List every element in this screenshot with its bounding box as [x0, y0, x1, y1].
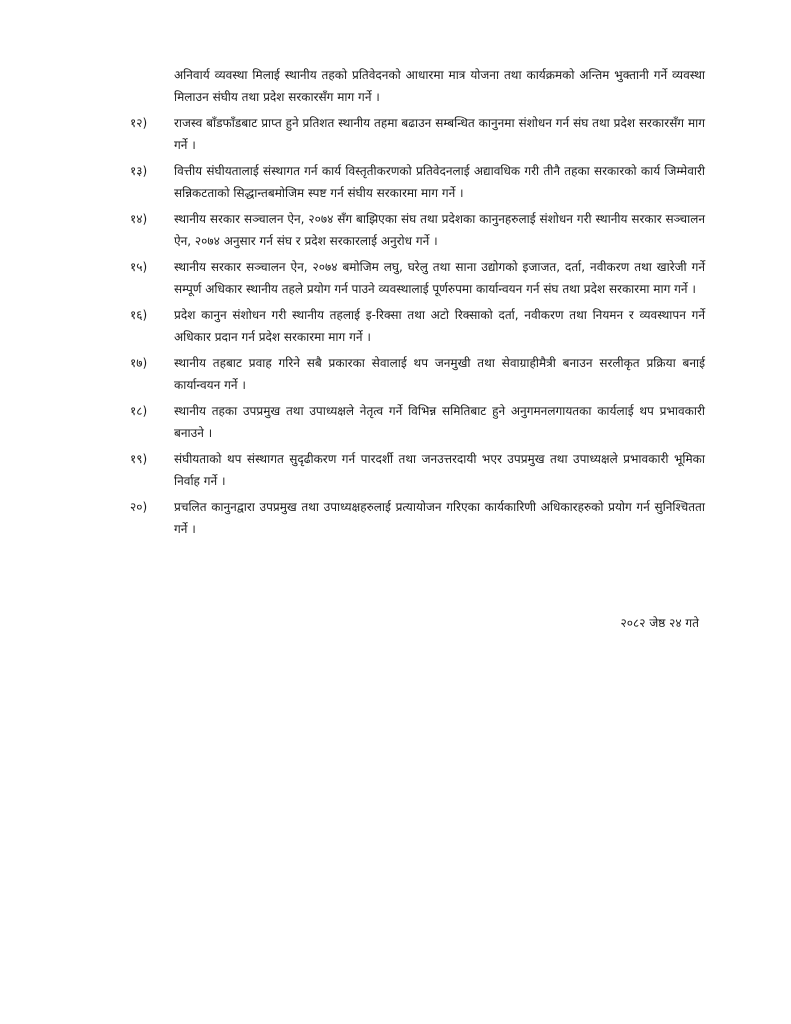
item-number: १८)	[130, 404, 148, 418]
item-number: १५)	[130, 260, 148, 274]
document-date: २०८२ जेष्ठ २४ गते	[620, 616, 699, 630]
list-item	[130, 256, 705, 300]
list-item	[130, 496, 705, 540]
item-text: स्थानीय सरकार सञ्चालन ऐन, २०७४ बमोजिम लघु, घरेलु तथा साना उद्योगको इजाजत, दर्ता, नवीकरण तथा खारेजी गर्ने सम्पूर्ण अधिकार स्थानीय तहले प्रयोग गर्न पाउने व्यवस्थालाई पूर्णरुपमा कार्यान्वयन गर्न संघ तथा प्रदेश सरकारमा माग गर्ने ।	[174, 260, 705, 296]
item-text: वित्तीय संघीयतालाई संस्थागत गर्न कार्य विस्तृतीकरणको प्रतिवेदनलाई अद्यावधिक गरी तीनै तहका सरकारको कार्य जिम्मेवारी सन्निकटताको सिद्धान्तबमोजिम स्पष्ट गर्न संघीय सरकारमा माग गर्ने ।	[174, 164, 705, 200]
list-item	[130, 160, 705, 204]
item-text: स्थानीय सरकार सञ्चालन ऐन, २०७४ सँग बाझिएका संघ तथा प्रदेशका कानुनहरुलाई संशोधन गरी स्थानीय सरकार सञ्चालन ऐन, २०७४ अनुसार गर्न संघ र प्रदेश सरकारलाई अनुरोध गर्ने ।	[174, 212, 705, 248]
list-item	[130, 304, 705, 348]
resolution-list	[130, 64, 705, 540]
item-number: १६)	[130, 308, 148, 322]
item-text: प्रचलित कानुनद्वारा उपप्रमुख तथा उपाध्यक्षहरुलाई प्रत्यायोजन गरिएका कार्यकारिणी अधिकारहरुको प्रयोग गर्न सुनिश्चितता गर्ने ।	[174, 500, 705, 536]
item-text: प्रदेश कानुन संशोधन गरी स्थानीय तहलाई इ-रिक्सा तथा अटो रिक्साको दर्ता, नवीकरण तथा नियमन र व्यवस्थापन गर्ने अधिकार प्रदान गर्न प्रदेश सरकारमा माग गर्ने ।	[174, 308, 705, 344]
list-item	[130, 112, 705, 156]
list-item	[130, 448, 705, 492]
list-item	[130, 352, 705, 396]
list-item	[130, 208, 705, 252]
list-item	[130, 400, 705, 444]
item-number: १२)	[130, 116, 148, 130]
item-number: २०)	[130, 500, 148, 514]
item-text: राजस्व बाँडफाँडबाट प्राप्त हुने प्रतिशत स्थानीय तहमा बढाउन सम्बन्धित कानुनमा संशोधन गर्न संघ तथा प्रदेश सरकारसँग माग गर्ने ।	[174, 116, 705, 152]
item-number: १९)	[130, 452, 148, 466]
item-text: स्थानीय तहका उपप्रमुख तथा उपाध्यक्षले नेतृत्व गर्ने विभिन्न समितिबाट हुने अनुगमनलगायतका कार्यलाई थप प्रभावकारी बनाउने ।	[174, 404, 705, 440]
item-text: स्थानीय तहबाट प्रवाह गरिने सबै प्रकारका सेवालाई थप जनमुखी तथा सेवाग्राहीमैत्री बनाउन सरलीकृत प्रक्रिया बनाई कार्यान्वयन गर्ने ।	[174, 356, 705, 392]
item-number: १३)	[130, 164, 148, 178]
item-number: १७)	[130, 356, 148, 370]
item-text: संघीयताको थप संस्थागत सुदृढीकरण गर्न पारदर्शी तथा जनउत्तरदायी भएर उपप्रमुख तथा उपाध्यक्षले प्रभावकारी भूमिका निर्वाह गर्ने ।	[174, 452, 705, 488]
continuation-paragraph: अनिवार्य व्यवस्था मिलाई स्थानीय तहको प्रतिवेदनको आधारमा मात्र योजना तथा कार्यक्रमको अन्तिम भुक्तानी गर्ने व्यवस्था मिलाउन संघीय तथा प्रदेश सरकारसँग माग गर्ने ।	[174, 68, 705, 104]
item-number: १४)	[130, 212, 148, 226]
